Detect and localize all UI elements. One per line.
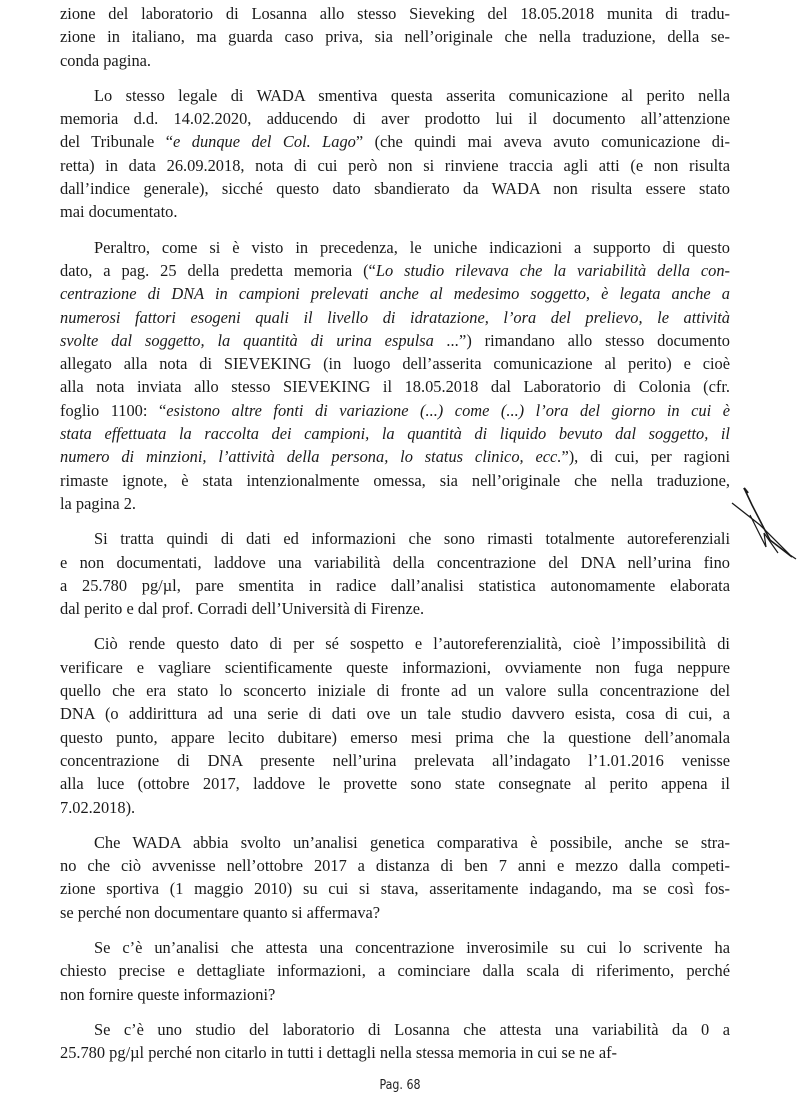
text-line <box>60 259 730 282</box>
body-text: Si tratta quindi di dati ed informazioni che sono rimasti totalmente autoreferenziali <box>94 529 730 549</box>
body-text: memoria d.d. 14.02.2020, adducendo di aver prodotto lui il documento all’attenzione <box>60 109 730 129</box>
text-line <box>60 772 730 795</box>
page-number: Pag. 68 <box>379 1078 421 1093</box>
body-text: Se c’è un’analisi che attesta una concentrazione inverosimile su cui lo scrivente ha <box>94 937 730 957</box>
body-text: ”) rimandano allo stesso documento <box>459 330 730 350</box>
text-line <box>60 2 730 25</box>
italic-quote-text: e dunque del Col. Lago <box>173 132 356 152</box>
italic-quote-text: numero di minzioni, l’attività della persona, lo status clinico, ecc. <box>60 447 562 467</box>
text-line <box>60 1018 730 1041</box>
text-line <box>60 1041 730 1064</box>
body-text: allegato alla nota di SIEVEKING (in luogo dell’asserita comunicazione al perito) e cioè <box>60 354 730 374</box>
body-text: retta) in data 26.09.2018, nota di cui però non si rinviene traccia agli atti (e non risulta <box>60 155 730 175</box>
body-text: foglio 1100: “ <box>60 400 167 420</box>
body-text: zione in italiano, ma guarda caso priva, sia nell’originale che nella traduzione, della se- <box>60 27 730 47</box>
text-line <box>60 492 730 515</box>
paragraph <box>60 936 730 1006</box>
text-line <box>60 25 730 48</box>
text-line <box>60 796 730 819</box>
body-text: Lo stesso legale di WADA smentiva questa asserita comunicazione al perito nella <box>94 85 730 105</box>
body-text: non fornire queste informazioni? <box>60 984 276 1004</box>
text-line <box>60 679 730 702</box>
handwritten-signature-icon <box>730 485 800 565</box>
body-text: e non documentati, laddove una variabilità della concentrazione del DNA nell’urina fino <box>60 552 730 572</box>
body-text: dato, a pag. 25 della predetta memoria (“ <box>60 260 376 280</box>
italic-quote-text: esistono altre fonti di variazione (...) come (...) l’ora del giorno in cui è <box>166 400 730 420</box>
text-line <box>60 375 730 398</box>
text-line <box>60 574 730 597</box>
body-text: zione del laboratorio di Losanna allo stesso Sieveking del 18.05.2018 munita di tradu- <box>60 4 730 23</box>
body-text: Peraltro, come si è visto in precedenza, le uniche indicazioni a supporto di questo <box>94 237 730 257</box>
text-line <box>60 469 730 492</box>
text-line <box>60 959 730 982</box>
paragraph <box>60 632 730 818</box>
text-line <box>60 236 730 259</box>
body-text: dall’indice generale), sicché questo dato sbandierato da WADA non risulta essere stato <box>60 179 730 199</box>
text-line <box>60 632 730 655</box>
paragraph <box>60 831 730 924</box>
body-text: a 25.780 pg/µl, pare smentita in radice dall’analisi statistica autonomamente elaborata <box>60 575 730 595</box>
body-text: no che ciò avvenisse nell’ottobre 2017 a distanza di ben 7 anni e mezzo dalla competi- <box>60 856 730 876</box>
text-line <box>60 656 730 679</box>
paragraph <box>60 236 730 516</box>
text-line <box>60 445 730 468</box>
body-text: dal perito e dal prof. Corradi dell’Università di Firenze. <box>60 599 425 619</box>
text-line <box>60 177 730 200</box>
body-text: 7.02.2018). <box>60 797 136 817</box>
text-line <box>60 936 730 959</box>
italic-quote-text: svolte dal soggetto, la quantità di urina espulsa ... <box>60 330 460 350</box>
text-line <box>60 282 730 305</box>
text-line <box>60 422 730 445</box>
text-line <box>60 84 730 107</box>
body-text: Che WADA abbia svolto un’analisi genetica comparativa è possibile, anche se stra- <box>94 832 730 852</box>
body-text: conda pagina. <box>60 50 152 70</box>
body-text: ” (che quindi mai aveva avuto comunicazione di- <box>355 132 730 152</box>
body-text: Se c’è uno studio del laboratorio di Losanna che attesta una variabilità da 0 a <box>94 1019 730 1039</box>
document-body <box>60 2 730 1076</box>
paragraph <box>60 1018 730 1065</box>
text-line <box>60 200 730 223</box>
body-text: verificare e vagliare scientificamente queste informazioni, ovviamente non fuga neppure <box>60 657 730 677</box>
text-line <box>60 901 730 924</box>
body-text: Ciò rende questo dato di per sé sospetto e l’autoreferenzialità, cioè l’impossibilità di <box>94 634 730 654</box>
text-line <box>60 399 730 422</box>
text-line <box>60 854 730 877</box>
body-text: del Tribunale “ <box>60 132 174 152</box>
text-line <box>60 877 730 900</box>
body-text: alla nota inviata allo stesso SIEVEKING il 18.05.2018 dal Laboratorio di Colonia (cfr. <box>60 377 730 397</box>
italic-quote-text: numerosi fattori esogeni quali il livello di idratazione, l’ora del prelievo, le attività <box>60 307 730 327</box>
body-text: chiesto precise e dettagliate informazioni, a cominciare dalla scala di riferimento, perché <box>60 961 730 981</box>
text-line <box>60 154 730 177</box>
text-line <box>60 597 730 620</box>
text-line <box>60 702 730 725</box>
text-line <box>60 983 730 1006</box>
text-line <box>60 49 730 72</box>
paragraph <box>60 84 730 224</box>
text-line <box>60 527 730 550</box>
text-line <box>60 352 730 375</box>
body-text: mai documentato. <box>60 202 178 222</box>
paragraph <box>60 527 730 620</box>
body-text: DNA (o addirittura ad una serie di dati ove un tale studio davvero esista, cosa di cui, a <box>60 704 730 724</box>
body-text: ”), di cui, per ragioni <box>561 447 730 467</box>
body-text: questo punto, appare lecito dubitare) emerso mesi prima che la questione dell’anomala <box>60 727 730 747</box>
body-text: rimaste ignote, è stata intenzionalmente omessa, sia nell’originale che nella traduzione, <box>60 470 730 490</box>
text-line <box>60 749 730 772</box>
italic-quote-text: stata effettuata la raccolta dei campioni, la quantità di liquido bevuto dal soggetto, il <box>60 424 730 444</box>
body-text: 25.780 pg/µl perché non citarlo in tutti i dettagli nella stessa memoria in cui se ne af- <box>60 1043 618 1063</box>
body-text: quello che era stato lo sconcerto iniziale di fronte ad un valore sulla concentrazione del <box>60 681 730 701</box>
text-line <box>60 130 730 153</box>
text-line <box>60 329 730 352</box>
body-text: alla luce (ottobre 2017, laddove le provette sono state consegnate al perito appena il <box>60 774 730 794</box>
paragraph <box>60 2 730 72</box>
italic-quote-text: Lo studio rilevava che la variabilità della con- <box>375 260 730 280</box>
text-line <box>60 107 730 130</box>
text-line <box>60 831 730 854</box>
text-line <box>60 551 730 574</box>
text-line <box>60 726 730 749</box>
body-text: se perché non documentare quanto si affermava? <box>60 902 381 922</box>
body-text: zione sportiva (1 maggio 2010) su cui si stava, asseritamente indagando, ma se così fos- <box>60 879 730 899</box>
body-text: concentrazione di DNA presente nell’urina prelevata all’indagato l’1.01.2016 venisse <box>60 750 730 770</box>
body-text: la pagina 2. <box>60 493 137 513</box>
italic-quote-text: centrazione di DNA in campioni prelevati anche al medesimo soggetto, è legata anche a <box>60 284 730 304</box>
text-line <box>60 306 730 329</box>
